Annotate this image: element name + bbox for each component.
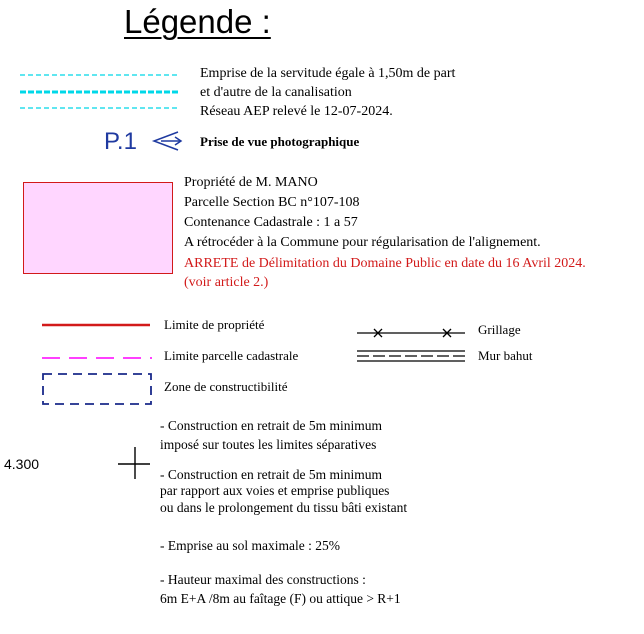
property-retrocession: A rétrocéder à la Commune pour régularisation de l'alignement. xyxy=(184,235,541,250)
rule2-line1: - Construction en retrait de 5m minimum xyxy=(160,467,382,482)
grillage-label: Grillage xyxy=(478,322,521,337)
limite-parcelle-symbol xyxy=(42,356,154,360)
grillage-symbol xyxy=(357,327,467,339)
property-owner: Propriété de M. MANO xyxy=(184,175,318,190)
limite-propriete-label: Limite de propriété xyxy=(164,317,265,332)
rule4-line1: - Hauteur maximal des constructions : xyxy=(160,572,366,587)
elevation-value: 4.300 xyxy=(4,456,40,472)
property-parcel: Parcelle Section BC n°107-108 xyxy=(184,195,360,210)
rule4-line2: 6m E+A /8m au faîtage (F) ou attique > R+1 xyxy=(160,591,401,606)
servitude-text-line3: Réseau AEP relevé le 12-07-2024. xyxy=(200,104,393,119)
property-area: Contenance Cadastrale : 1 a 57 xyxy=(184,215,358,230)
mur-bahut-label: Mur bahut xyxy=(478,348,533,363)
rule1-line1: - Construction en retrait de 5m minimum xyxy=(160,418,382,433)
servitude-text-line1: Emprise de la servitude égale à 1,50m de part xyxy=(200,66,456,81)
photo-code: P.1 xyxy=(104,128,137,155)
limite-propriete-symbol xyxy=(42,322,152,328)
zone-constructibilite-symbol xyxy=(42,373,154,407)
zone-constructibilite-label: Zone de constructibilité xyxy=(164,379,288,394)
arrete-text: ARRETE de Délimitation du Domaine Public en date du 16 Avril 2024. xyxy=(184,256,586,271)
rule3-line: - Emprise au sol maximale : 25% xyxy=(160,538,340,553)
legend-title: Légende : xyxy=(124,3,271,40)
limite-parcelle-label: Limite parcelle cadastrale xyxy=(164,348,299,363)
servitude-text-line2: et d'autre de la canalisation xyxy=(200,85,352,100)
servitude-lines-symbol xyxy=(20,70,180,110)
rule2-line2: par rapport aux voies et emprise publiques xyxy=(160,483,390,498)
arrete-article: (voir article 2.) xyxy=(184,275,269,290)
elevation-cross-icon xyxy=(118,447,152,481)
mur-bahut-symbol xyxy=(357,349,467,363)
property-swatch xyxy=(23,182,173,274)
rule2-line3: ou dans le prolongement du tissu bâti existant xyxy=(160,500,408,515)
photo-label: Prise de vue photographique xyxy=(200,134,360,149)
camera-viewpoint-icon xyxy=(152,131,184,153)
rule1-line2: imposé sur toutes les limites séparatives xyxy=(160,437,377,452)
